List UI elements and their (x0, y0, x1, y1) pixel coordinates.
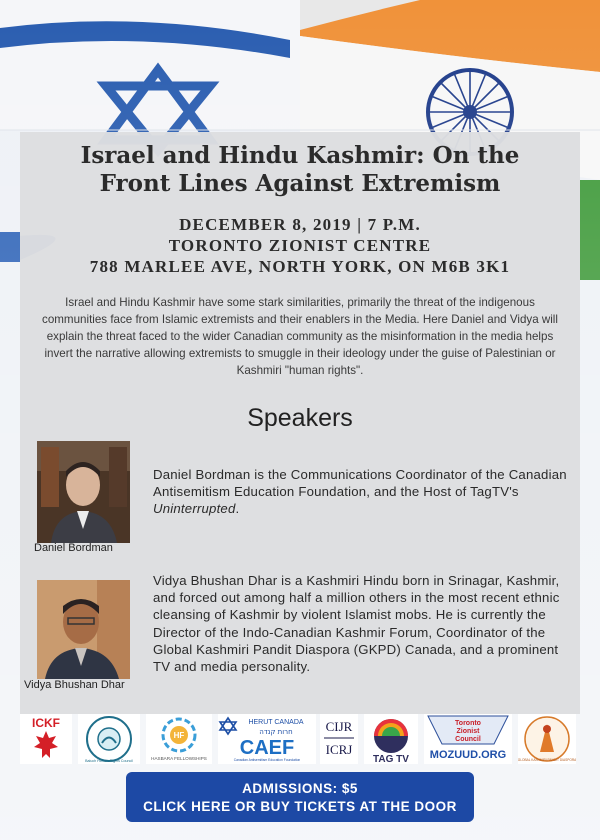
event-title-line2: Front Lines Against Extremism (99, 170, 501, 197)
sponsor-logos (20, 712, 580, 766)
hasbara-label: HASBARA FELLOWSHIPS (151, 756, 207, 761)
cijr-label: CIJR (325, 719, 353, 734)
ickf-label: ICKF (32, 716, 60, 730)
show-title: Uninterrupted (153, 501, 236, 517)
event-details (20, 214, 580, 277)
speaker-bio-daniel-end: . (235, 501, 240, 517)
event-date-time: DECEMBER 8, 2019 | 7 P.M. (179, 215, 421, 234)
cijr-logo[interactable] (320, 714, 358, 764)
icrj-label: ICRJ (325, 742, 353, 757)
herut-hebrew-label: חרות קנדה (259, 728, 293, 736)
event-title (20, 142, 580, 198)
gkpd-logo[interactable] (518, 714, 576, 764)
herut-caef-logo[interactable] (218, 714, 316, 764)
speaker-photo-vidya (37, 580, 130, 679)
tagtv-logo[interactable] (364, 714, 418, 764)
event-card (20, 132, 580, 714)
tzc-label-2: Zionist (456, 728, 480, 735)
buy-tickets-button[interactable] (126, 772, 474, 822)
speakers-heading: Speakers (247, 404, 353, 432)
event-address: 788 MARLEE AVE, NORTH YORK, ON M6B 3K1 (89, 257, 511, 276)
tagtv-label: TAG TV (373, 754, 409, 764)
bhrc-logo[interactable] (78, 714, 140, 764)
speaker-bio-daniel-text: Daniel Bordman is the Communications Coordinator of the Canadian Antisemitism Education Foundation, and the Host of TagTV's (153, 467, 567, 500)
hasbara-logo[interactable] (146, 714, 212, 764)
mozuud-label: MOZUUD.ORG (429, 749, 507, 761)
speaker-bio-vidya: Vidya Bhushan Dhar is a Kashmiri Hindu born in Srinagar, Kashmir, and forced out among half a million others in the most recent ethnic cleansing of Kashmir by violent Islamist mobs. He is currently the Director of the Indo-Canadian Kashmir Forum, Coordinator of the Global Kashmiri Pandit Diaspora (GKPD) Canada, and a prominent TV and media personality. (153, 573, 560, 675)
svg-text:HF: HF (173, 731, 185, 740)
herut-label: HERUT CANADA (248, 719, 304, 726)
ickf-logo[interactable] (20, 714, 72, 764)
caef-label: CAEF (239, 737, 295, 759)
tzc-label-1: Toronto (455, 720, 481, 727)
admission-cta: CLICK HERE OR BUY TICKETS AT THE DOOR (143, 799, 457, 814)
gkpd-label: GLOBAL KASHMIRI PANDIT DIASPORA (518, 758, 576, 762)
admission-price: ADMISSIONS: $5 (242, 781, 358, 796)
event-description: Israel and Hindu Kashmir have some stark similarities, primarily the threat of the indigenous communities face from Islamic extremists and their enablers in the Media. Here Daniel and Vidya will explain the threat faced to the wider Canadian community as the misinformation in the media helps invert the narrative allowing extremists to smuggle in their ideology under the guise of Palestinian or Kashmiri "human rights". (42, 296, 558, 377)
event-title-line1: Israel and Hindu Kashmir: On the (80, 142, 520, 169)
speaker-name-vidya: Vidya Bhushan Dhar (24, 679, 125, 691)
event-venue: TORONTO ZIONIST CENTRE (168, 236, 432, 255)
caef-sub-label: Canadian Antisemitism Education Foundation (233, 758, 301, 762)
speaker-bio-daniel (153, 466, 573, 518)
speaker-name-daniel: Daniel Bordman (34, 542, 113, 554)
bhrc-label: Baluch Human Rights Council (85, 759, 133, 763)
tzc-mozuud-logo[interactable] (424, 714, 512, 764)
tzc-label-3: Council (455, 736, 481, 743)
speaker-photo-daniel (37, 441, 130, 543)
